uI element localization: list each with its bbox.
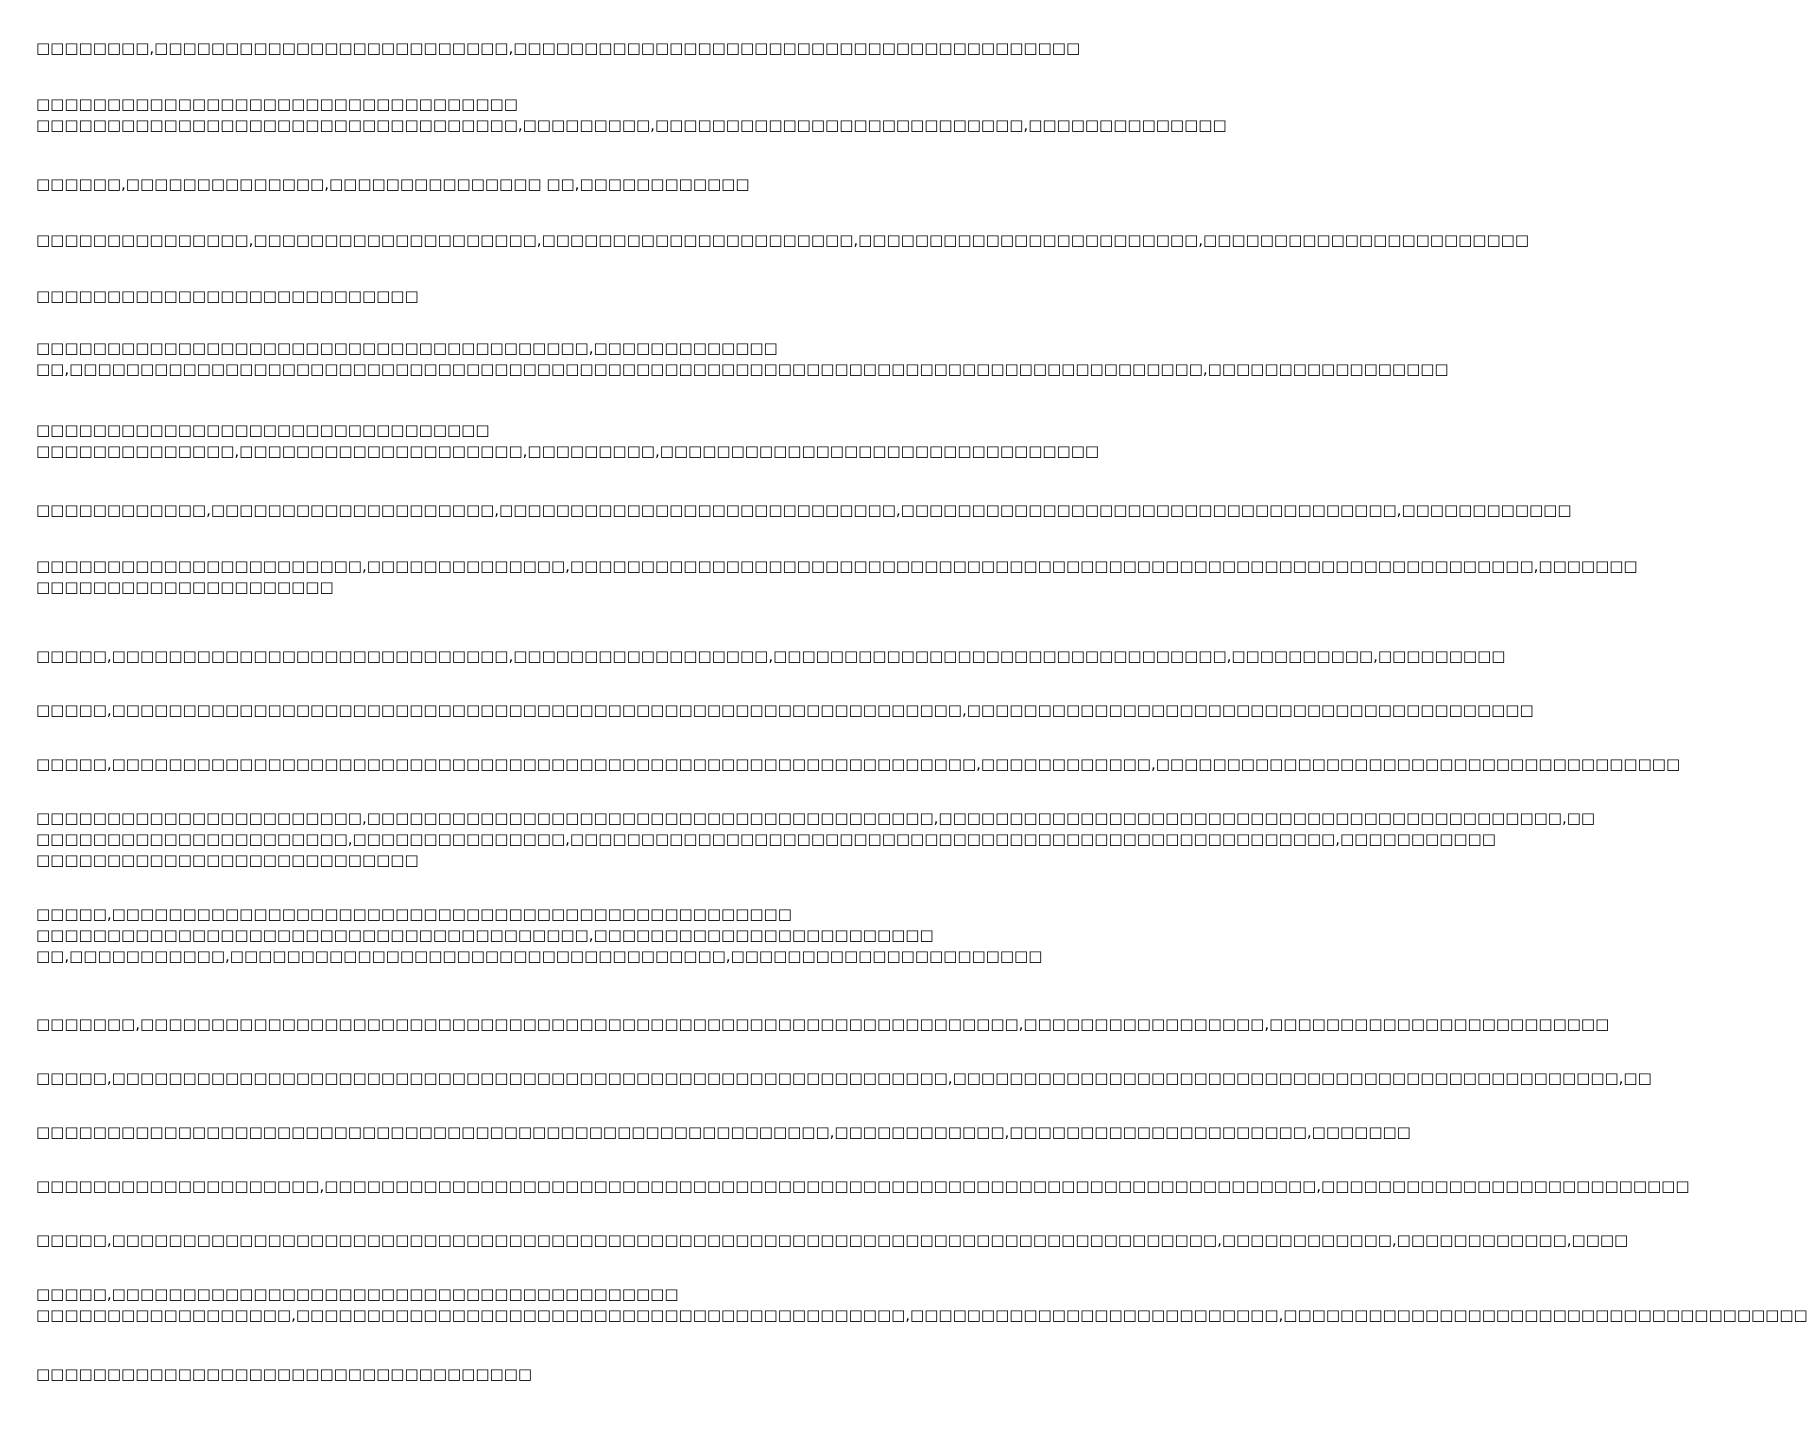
paragraph: [36, 230, 1529, 251]
paragraph-line: □□,□□□□□□□□□□□□□□□□□□□□□□□□□□□□□□□□□□□□□□□□□□□□□□□□□□□□□□□□□□□□□□□□□□□□□□□□□□□□□□□□,□□□□□□□□□□□□□□□□□: [36, 360, 1449, 378]
paragraph-line: □□□□□□□□□□□□□□□□□□□□□□□,□□□□□□□□□□□□□□,□□□□□□□□□□□□□□□□□□□□□□□□□□□□□□□□□□□□□□□□□□□□□□□□□□□□□□□□□□□□□□□□□□□□,□□□□□□□: [36, 557, 1638, 575]
paragraph-line: □□□□□□□□□□□□□□□□□□□□□□□□□□□: [36, 851, 419, 869]
paragraph: [36, 338, 1449, 380]
paragraph-line: □□□□□□□□,□□□□□□□□□□□□□□□□□□□□□□□□□,□□□□□□□□□□□□□□□□□□□□□□□□□□□□□□□□□□□□□□□□: [36, 39, 1081, 57]
paragraph-line: □□□□□□□□□□□□□□□□□□□□□□□□□□□□□□□□□□□□□□□,□□□□□□□□□□□□□□□□□□□□□□□□: [36, 926, 934, 944]
paragraph: [36, 646, 1506, 667]
paragraph-line: □□□□□,□□□□□□□□□□□□□□□□□□□□□□□□□□□□□□□□□□□□□□□□□□□□□□□□: [36, 905, 792, 923]
paragraph-line: □□□□□□□,□□□□□□□□□□□□□□□□□□□□□□□□□□□□□□□□□□□□□□□□□□□□□□□□□□□□□□□□□□□□□□,□□□□□□□□□□□□□□□□□,□□□□□□□□□□□□□□□□□□□□□□□□: [36, 1015, 1610, 1033]
paragraph-line: □□□□□,□□□□□□□□□□□□□□□□□□□□□□□□□□□□,□□□□□□□□□□□□□□□□□□,□□□□□□□□□□□□□□□□□□□□□□□□□□□□□□□□,□□□□□□□□□□,□□□□□□□□□: [36, 647, 1506, 665]
paragraph: [36, 808, 1596, 871]
paragraph-line: □□□□□□□□□□□□□□□□□□□□,□□□□□□□□□□□□□□□□□□□□□□□□□□□□□□□□□□□□□□□□□□□□□□□□□□□□□□□□□□□□□□□□□□□□□□,□□□□□□□□□□□□□□□□□□□□□□□□□□: [36, 1177, 1690, 1195]
paragraph: [36, 420, 1100, 462]
paragraph-line: □□□□□□□□□□□□□□□□□□□□□□□□□□□□□□□□□□□: [36, 1365, 533, 1383]
paragraph-line: □□□□□□□□□□□□□□□□□□□□□□□□□□□: [36, 287, 419, 305]
paragraph-line: □□□□□□□□□□□□,□□□□□□□□□□□□□□□□□□□□,□□□□□□□□□□□□□□□□□□□□□□□□□□□□,□□□□□□□□□□□□□□□□□□□□□□□□□□□□□□□□□□□,□□□□□□□□□□□□: [36, 501, 1572, 519]
paragraph: [36, 1364, 990, 1385]
paragraph: [36, 174, 990, 195]
paragraph: [36, 500, 1572, 521]
paragraph: [36, 286, 990, 307]
paragraph-line: □□□□□□,□□□□□□□□□□□□□□,□□□□□□□□□□□□□□□ □□,□□□□□□□□□□□□: [36, 175, 750, 193]
paragraph-line: □□□□□□□□□□□□□□□□□□□□□□□□□□□□□□□□□□□□□□□,□□□□□□□□□□□□□: [36, 339, 778, 357]
paragraph-line: □□,□□□□□□□□□□□,□□□□□□□□□□□□□□□□□□□□□□□□□□□□□□□□□□□,□□□□□□□□□□□□□□□□□□□□□□: [36, 947, 1043, 965]
paragraph: [36, 1284, 1808, 1326]
paragraph-line: □□□□□□□□□□□□□□□□□□□□□□□□□□□□□□□□□□,□□□□□□□□□,□□□□□□□□□□□□□□□□□□□□□□□□□□,□□□□□□□□□□□□□□: [36, 116, 1227, 134]
paragraph-line: □□□□□□□□□□□□□□□□□□,□□□□□□□□□□□□□□□□□□□□□□□□□□□□□□□□□□□□□□□□□□□,□□□□□□□□□□□□□□□□□□□□□□□□□□,□□□□□□□□□□□□□□□□□□□□□□□□□□□□□□□□□□□□□: [36, 1306, 1808, 1324]
paragraph-line: □□□□□□□□□□□□□□□□□□□□□□□,□□□□□□□□□□□□□□□□□□□□□□□□□□□□□□□□□□□□□□□□,□□□□□□□□□□□□□□□□□□□□□□□□□□□□□□□□□□□□□□□□□□□□,□□: [36, 809, 1596, 827]
paragraph-line: □□□□□,□□□□□□□□□□□□□□□□□□□□□□□□□□□□□□□□□□□□□□□□□□□□□□□□□□□□□□□□□□□□□,□□□□□□□□□□□□,□□□□□□□□□□□□□□□□□□□□□□□□□□□□□□□□□□□□□: [36, 755, 1681, 773]
paragraph: [36, 754, 1681, 775]
paragraph-line: □□□□□□□□□□□□□□□,□□□□□□□□□□□□□□□□□□□□,□□□□□□□□□□□□□□□□□□□□□□,□□□□□□□□□□□□□□□□□□□□□□□□,□□□□□□□□□□□□□□□□□□□□□□□: [36, 231, 1529, 249]
paragraph-line: □□□□□□□□□□□□□□□□□□□□□□□□□□□□□□□□□□: [36, 95, 518, 113]
paragraph-line: □□□□□□□□□□□□□□,□□□□□□□□□□□□□□□□□□□□,□□□□□□□□□,□□□□□□□□□□□□□□□□□□□□□□□□□□□□□□□: [36, 442, 1100, 460]
paragraph: [36, 556, 1638, 598]
paragraph-line: □□□□□□□□□□□□□□□□□□□□□□□□□□□□□□□□□□□□□□□□□□□□□□□□□□□□□□□□,□□□□□□□□□□□□,□□□□□□□□□□□□□□□□□□□□□,□□□□□□□: [36, 1123, 1411, 1141]
paragraph-line: □□□□□□□□□□□□□□□□□□□□□: [36, 578, 334, 596]
paragraph-line: □□□□□,□□□□□□□□□□□□□□□□□□□□□□□□□□□□□□□□□□□□□□□□□□□□□□□□□□□□□□□□□□□,□□□□□□□□□□□□□□□□□□□□□□□□□□□□□□□□□□□□□□□□□□□□□□□,□□: [36, 1069, 1652, 1087]
paragraph: [36, 1122, 1411, 1143]
paragraph: [36, 904, 1043, 967]
paragraph-line: □□□□□,□□□□□□□□□□□□□□□□□□□□□□□□□□□□□□□□□□□□□□□□□□□□□□□□□□□□□□□□□□□□□□□□□□□□□□□□□□□□□□,□□□□□□□□□□□□,□□□□□□□□□□□□,□□□□: [36, 1231, 1629, 1249]
paragraph-line: □□□□□□□□□□□□□□□□□□□□□□□□□□□□□□□□: [36, 421, 490, 439]
paragraph: [36, 700, 1534, 721]
paragraph: [36, 38, 1081, 59]
paragraph: [36, 94, 1227, 136]
paragraph: [36, 1176, 1690, 1197]
paragraph: [36, 1230, 1629, 1251]
paragraph-line: □□□□□□□□□□□□□□□□□□□□□□,□□□□□□□□□□□□□□□,□□□□□□□□□□□□□□□□□□□□□□□□□□□□□□□□□□□□□□□□□□□□□□□□□□□□□□,□□□□□□□□□□□: [36, 830, 1496, 848]
paragraph: [36, 1014, 1610, 1035]
paragraph-line: □□□□□,□□□□□□□□□□□□□□□□□□□□□□□□□□□□□□□□□□□□□□□□□□□□□□□□□□□□□□□□□□□□,□□□□□□□□□□□□□□□□□□□□□□□□□□□□□□□□□□□□□□□□: [36, 701, 1534, 719]
document-page: [36, 38, 1808, 1418]
paragraph-line: □□□□□,□□□□□□□□□□□□□□□□□□□□□□□□□□□□□□□□□□□□□□□□: [36, 1285, 679, 1303]
paragraph: [36, 1068, 1652, 1089]
